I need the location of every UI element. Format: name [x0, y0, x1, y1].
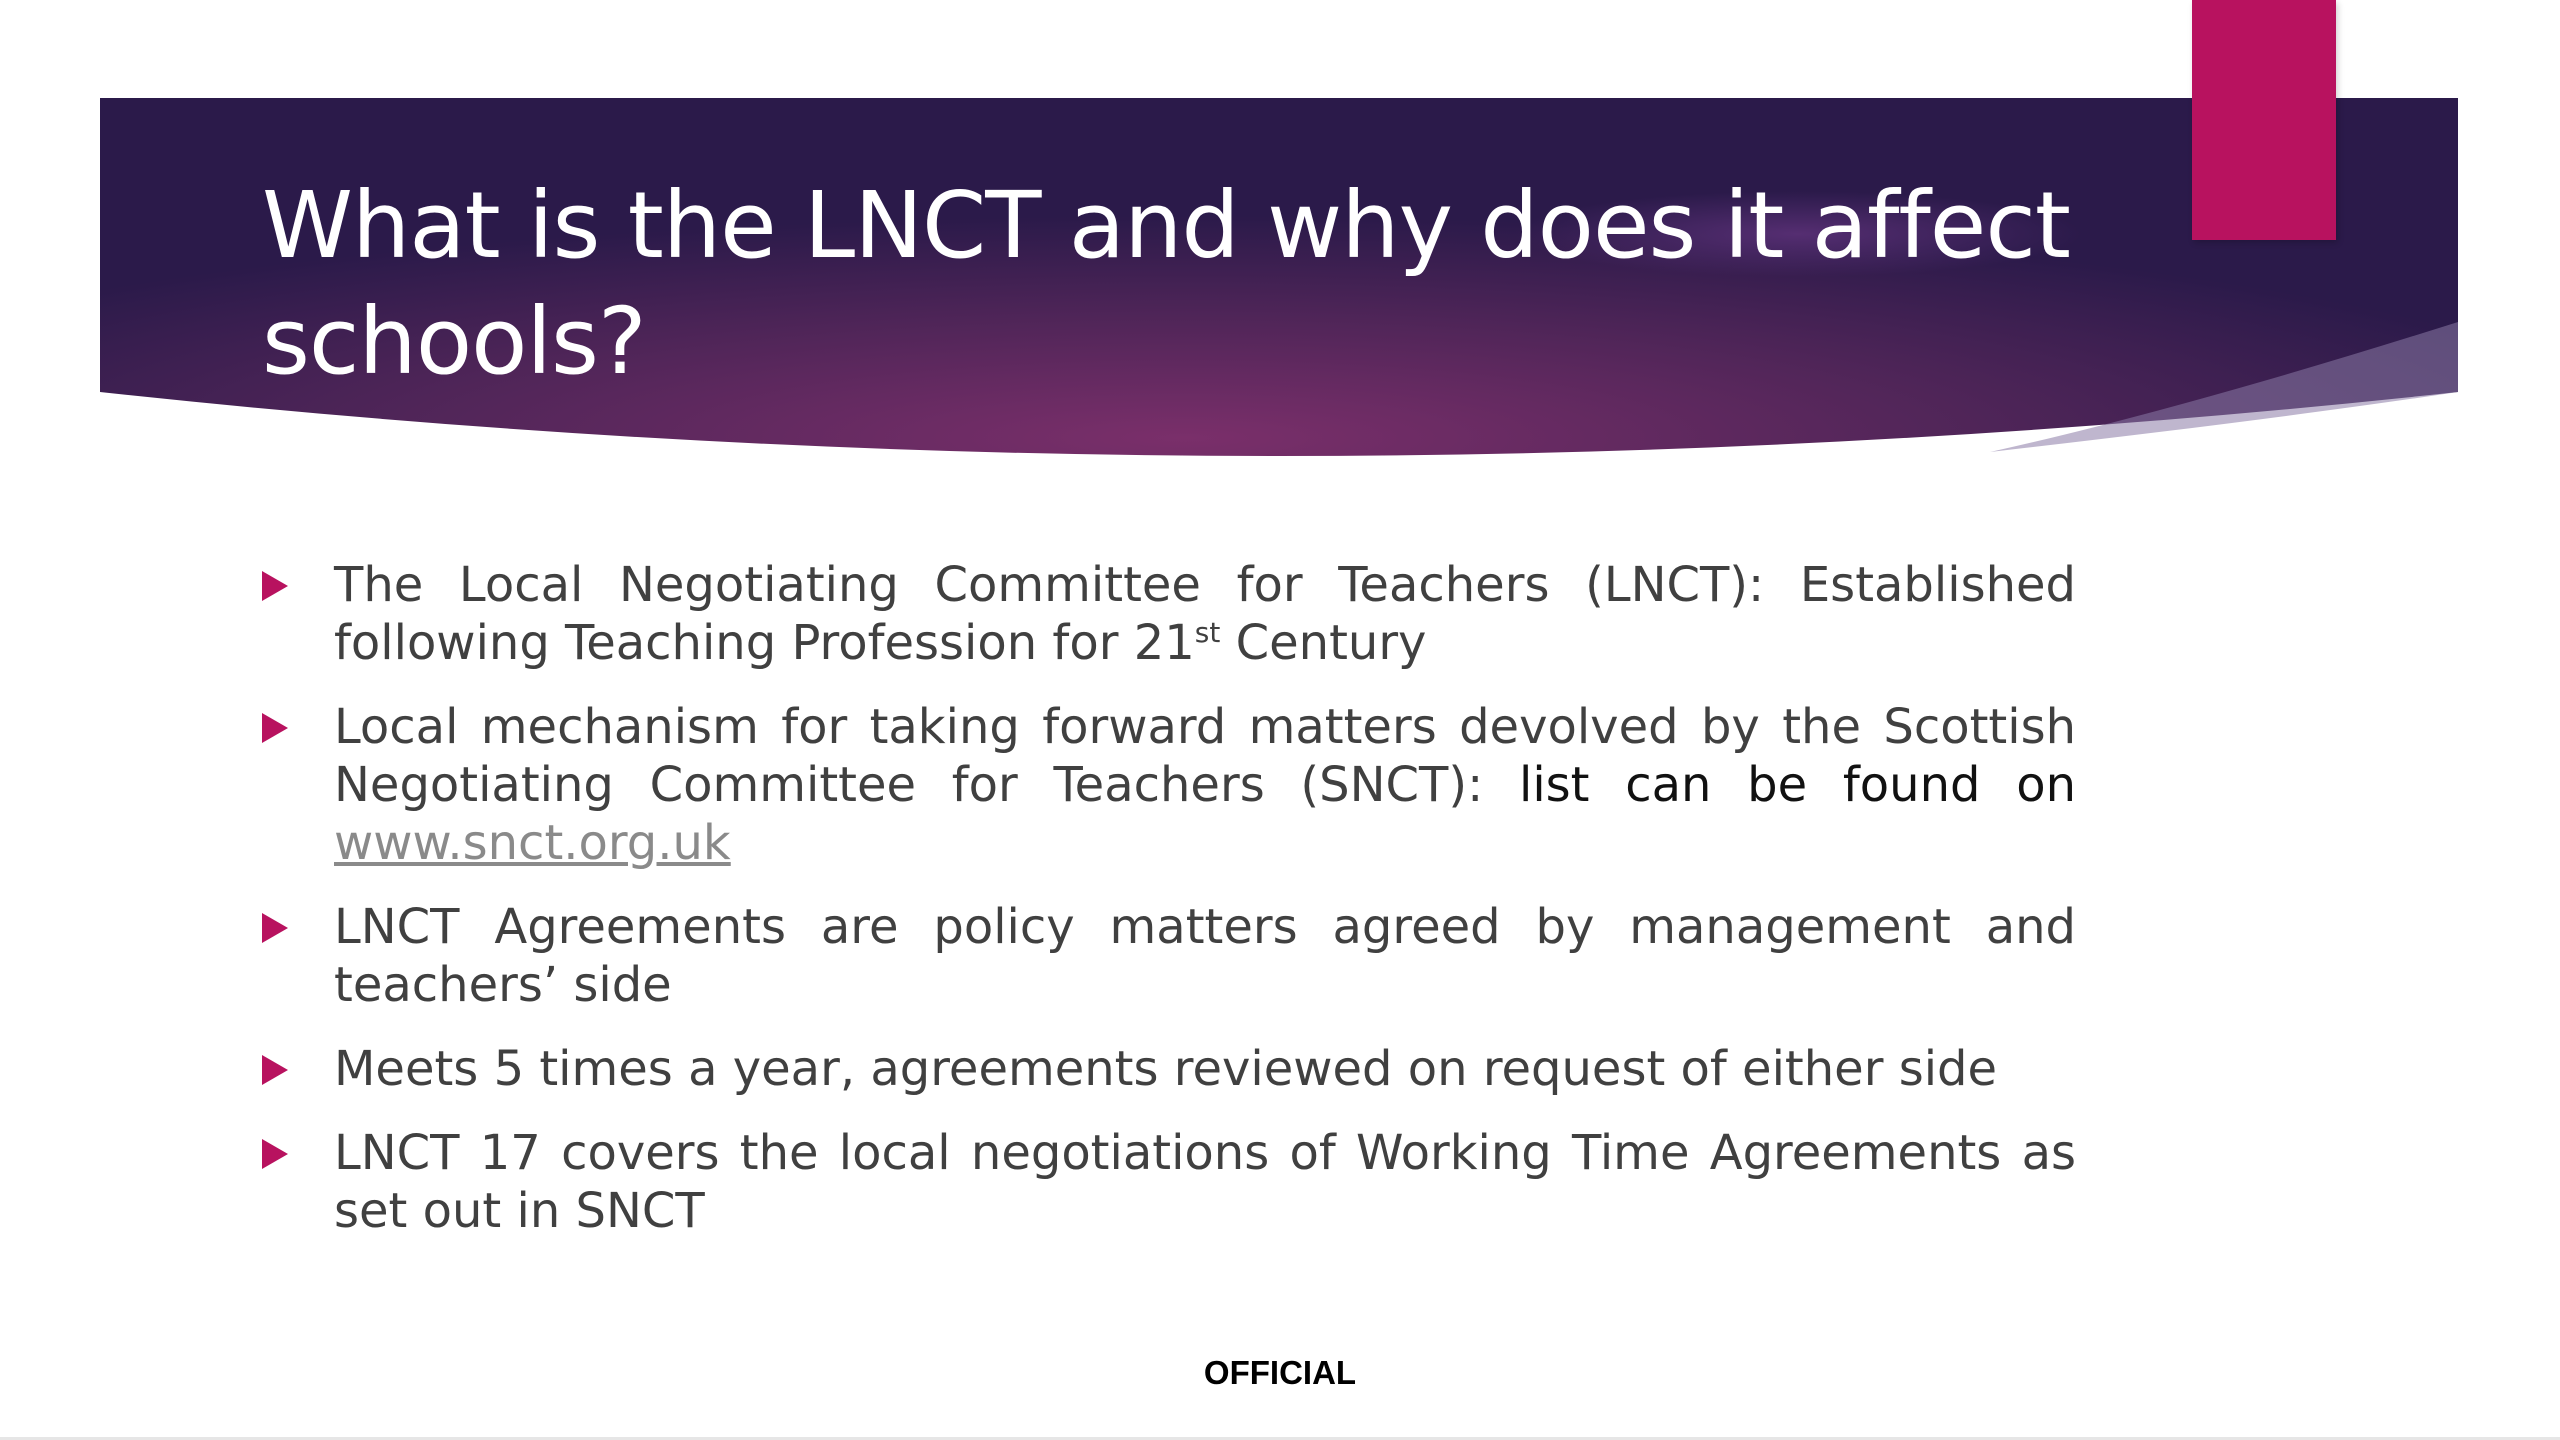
triangle-bullet-icon [262, 713, 288, 743]
ordinal-suffix: st [1194, 616, 1221, 649]
bullet-text: The Local Negotiating Committee for Teachers (LNCT): Established following Teaching Profession for 21 [334, 557, 2076, 671]
triangle-bullet-icon [262, 1055, 288, 1085]
slide-title: What is the LNCT and why does it affect schools? [262, 172, 2071, 395]
bullet-item [262, 1040, 2076, 1098]
classification-footer: OFFICIAL [1203, 1354, 1357, 1391]
triangle-bullet-icon [262, 1139, 288, 1169]
snct-link[interactable]: www.snct.org.uk [334, 815, 731, 871]
accent-tab [2192, 0, 2336, 240]
bullet-text: Meets 5 times a year, agreements reviewed on request of either side [334, 1041, 1998, 1097]
bullet-item [262, 898, 2076, 1014]
bullet-text: Local mechanism for taking forward matters devolved by the Scottish Negotiating Committee for Teachers (SNCT): [334, 699, 2076, 813]
bullet-text: LNCT 17 covers the local negotiations of Working Time Agreements as set out in SNCT [334, 1125, 2076, 1239]
triangle-bullet-icon [262, 913, 288, 943]
bullet-item [262, 1124, 2076, 1240]
bullet-list [262, 556, 2076, 1266]
bullet-text-end: Century [1220, 615, 1427, 671]
bullet-text-emphasis: list can be found on [1519, 757, 2076, 813]
bullet-item [262, 556, 2076, 672]
bullet-text: LNCT Agreements are policy matters agreed by management and teachers’ side [334, 899, 2076, 1013]
triangle-bullet-icon [262, 571, 288, 601]
bullet-item [262, 698, 2076, 872]
